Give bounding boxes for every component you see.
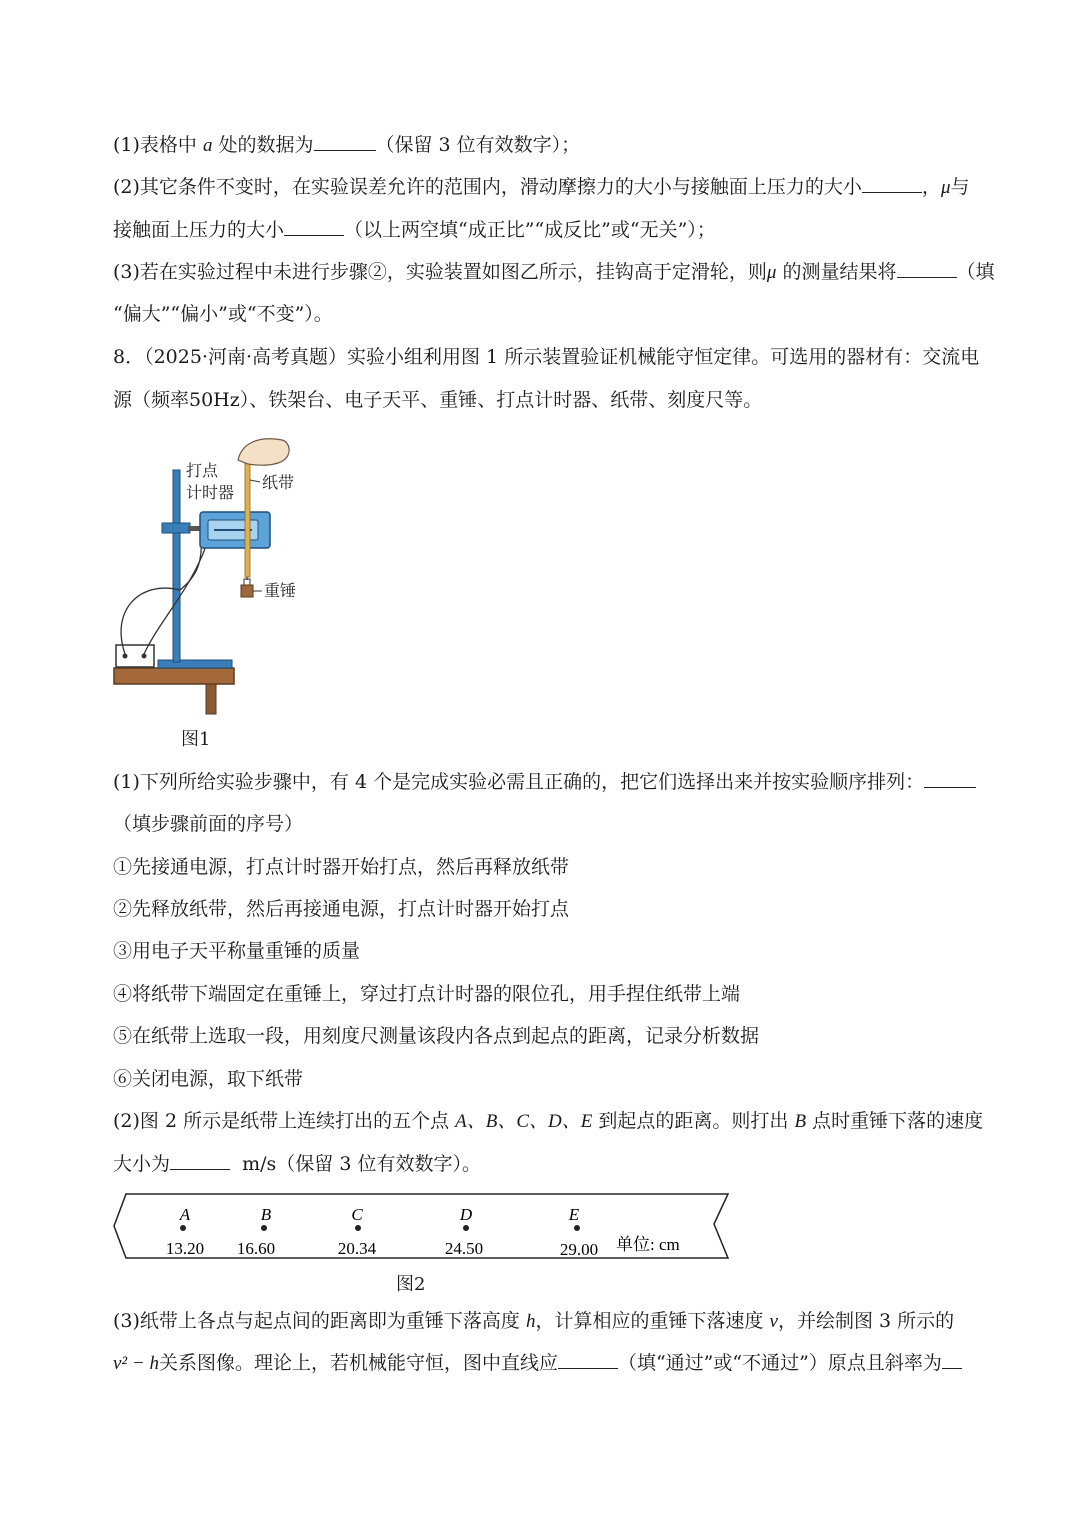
q7-part2-line2 — [113, 216, 716, 244]
point-b: B — [794, 1111, 807, 1132]
figure-2-caption: 图2 — [396, 1274, 426, 1295]
step-6: ⑥关闭电源，取下纸带 — [113, 1068, 304, 1090]
q8-stem-line2 — [113, 386, 762, 414]
clamp — [162, 523, 190, 533]
var-mu: μ — [940, 177, 951, 198]
figure-1-apparatus — [110, 430, 310, 720]
dot — [574, 1225, 580, 1231]
answer-blank — [862, 174, 922, 193]
q7-part3-line2 — [113, 300, 333, 328]
text: 的测量结果将 — [776, 261, 897, 283]
wire — [121, 540, 202, 654]
text: (2)其它条件不变时，在实验误差允许的范围内，滑动摩擦力的大小与接触面上压力的大小 — [113, 176, 862, 198]
text: ，计算相应的重锤下落速度 — [535, 1310, 770, 1332]
weight — [241, 585, 253, 597]
hand-icon — [238, 439, 289, 465]
text: （填“通过”或“不通过”）原点且斜率为 — [617, 1352, 942, 1374]
dot — [355, 1225, 361, 1231]
answer-blank — [284, 217, 344, 236]
step-3: ③用电子天平称量重锤的质量 — [113, 940, 361, 962]
var-v: v — [769, 1311, 778, 1332]
terminal — [142, 654, 147, 659]
dot — [463, 1225, 469, 1231]
label-tape: 纸带 — [262, 475, 295, 492]
q8-stem-line1 — [113, 343, 979, 371]
text: （保留 3 位有效数字）； — [375, 134, 581, 156]
q8-part1-line1 — [113, 768, 976, 796]
var-mu: μ — [766, 262, 777, 283]
point-value: 16.60 — [236, 1239, 276, 1258]
table-top — [114, 668, 234, 684]
point-label: E — [568, 1205, 580, 1224]
point-label: B — [260, 1205, 272, 1224]
text: “偏大”“偏小”或“不变”）。 — [113, 303, 333, 325]
text: 点时重锤下落的速度 — [806, 1110, 984, 1132]
text: (3)若在实验过程中未进行步骤②，实验装置如图乙所示，挂钩高于定滑轮，则 — [113, 261, 767, 283]
q8-part3-line2 — [113, 1349, 962, 1378]
point-label: C — [351, 1205, 363, 1224]
leader-line — [250, 480, 260, 482]
answer-blank — [924, 769, 976, 788]
dot — [180, 1225, 186, 1231]
text: 大小为 — [113, 1153, 171, 1175]
var-a: a — [202, 135, 213, 156]
text: (1)下列所给实验步骤中，有 4 个是完成实验必需且正确的，把它们选择出来并按实验顺序排列： — [113, 771, 925, 793]
answer-blank — [170, 1151, 230, 1170]
q8-part1-line2 — [113, 810, 303, 838]
q7-part1 — [113, 131, 580, 160]
q8-part2-line2 — [113, 1150, 481, 1178]
step-1: ①先接通电源，打点计时器开始打点，然后再释放纸带 — [113, 856, 570, 878]
q8-part3-line1 — [113, 1307, 954, 1336]
text: （以上两空填“成正比”“成反比”或“无关”）； — [344, 219, 716, 241]
label-timer-1: 打点 — [186, 463, 219, 480]
point-value: 13.20 — [165, 1239, 205, 1258]
point-value: 20.34 — [337, 1239, 377, 1258]
var-h: h — [525, 1311, 536, 1332]
text: （填 — [956, 261, 995, 283]
unit-label: 单位: cm — [616, 1235, 680, 1254]
text: （保留 3 位有效数字）。 — [276, 1153, 481, 1175]
text: 接触面上压力的大小 — [113, 219, 285, 241]
text: ，并绘制图 3 所示的 — [777, 1310, 955, 1332]
text: 8．（2025·河南·高考真题）实验小组利用图 1 所示装置验证机械能守恒定律。可选用的器材有：交流电 — [113, 346, 980, 368]
label-timer-2: 计时器 — [186, 485, 235, 502]
q7-part2-line1 — [113, 173, 970, 202]
text: (1)表格中 — [113, 134, 203, 156]
text: (3)纸带上各点与起点间的距离即为重锤下落高度 — [113, 1310, 526, 1332]
text: 到起点的距离。则打出 — [592, 1110, 795, 1132]
answer-blank — [942, 1350, 962, 1369]
point-value: 24.50 — [444, 1239, 484, 1258]
figure-2-tape — [112, 1190, 732, 1262]
unit: m/s — [242, 1153, 277, 1175]
text: ， — [921, 176, 941, 198]
answer-blank — [314, 132, 376, 151]
stand-rod — [173, 470, 180, 662]
step-2: ②先释放纸带，然后再接通电源，打点计时器开始打点 — [113, 898, 570, 920]
q8-part2-line1 — [113, 1107, 983, 1136]
point-names: A、B、C、D、E — [455, 1111, 593, 1132]
text: 处的数据为 — [212, 134, 314, 156]
answer-blank — [558, 1350, 618, 1369]
text: 与 — [950, 176, 970, 198]
text: 源（频率50Hz）、铁架台、电子天平、重锤、打点计时器、纸带、刻度尺等。 — [113, 389, 763, 411]
point-label: A — [179, 1205, 191, 1224]
text: 关系图像。理论上，若机械能守恒，图中直线应 — [158, 1352, 558, 1374]
terminal — [123, 654, 128, 659]
label-weight: 重锤 — [264, 583, 297, 600]
stand-base — [158, 660, 232, 668]
q7-part3-line1 — [113, 258, 995, 287]
step-4: ④将纸带下端固定在重锤上，穿过打点计时器的限位孔，用手捏住纸带上端 — [113, 983, 741, 1005]
point-label: D — [459, 1205, 473, 1224]
text: (2)图 2 所示是纸带上连续打出的五个点 — [113, 1110, 456, 1132]
point-value: 29.00 — [559, 1240, 599, 1259]
answer-blank — [897, 259, 957, 278]
dot — [261, 1225, 267, 1231]
expr-v2-h: v² − h — [113, 1353, 159, 1374]
paper-tape — [245, 452, 250, 577]
step-5: ⑤在纸带上选取一段，用刻度尺测量该段内各点到起点的距离，记录分析数据 — [113, 1025, 760, 1047]
figure-1-caption: 图1 — [181, 729, 211, 750]
power-supply — [116, 645, 154, 667]
text: （填步骤前面的序号） — [113, 813, 304, 835]
table-leg — [206, 684, 216, 714]
